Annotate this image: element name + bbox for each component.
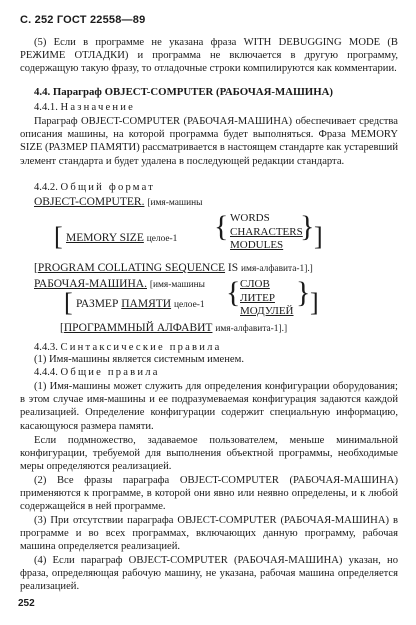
subsection-4-4-1-body: Параграф OBJECT-COMPUTER (РАБОЧАЯ-МАШИНА) обеспечивает средства описания машины, на которой программа будет выполняться. Фраза MEMORY SIZE (РАЗМЕР ПАМЯТИ) рассматривается в настоящем стандарте как устаревший элемент стандарта и будет удалена в последующей редакции стандарта. (20, 116, 398, 167)
format-keyword: ПРОГРАММНЫЙ АЛФАВИТ (63, 322, 213, 334)
bracket-open: [ (64, 288, 73, 317)
subsection-title: Назначение (60, 102, 136, 113)
unit-option: WORDS (230, 212, 270, 224)
format-keyword: MEMORY SIZE (66, 232, 144, 244)
bracket-close: ] (310, 288, 319, 317)
subsection-title: Общие правила (60, 367, 160, 378)
subsection-title: Общий формат (60, 182, 156, 193)
format-keyword: РАБОЧАЯ-МАШИНА. (34, 278, 147, 290)
format-en-memory-line (66, 232, 177, 244)
unit-option: МОДУЛЕЙ (240, 305, 294, 317)
format-keyword: IS (227, 262, 239, 274)
general-rule-4: (4) Если параграф OBJECT-COMPUTER (РАБОЧАЯ-МАШИНА) указан, но фраза, определяющая рабочую машину, не указана, рабочая машина определяется реализацией. (20, 555, 398, 593)
unit-option: СЛОВ (240, 278, 270, 290)
format-operand: [имя-машины (147, 198, 203, 208)
bracket-close: ] (314, 222, 323, 251)
subsection-title: Синтаксические правила (60, 342, 222, 353)
general-rule-1: (1) Имя-машины может служить для определения конфигурации оборудования; в этом случае имя-машины и ее подразумеваемая конфигурация задаются каждой реализацией. Определение конфигурации содержит специальную информацию, касающуюся размера памяти. (20, 381, 398, 432)
syntax-rule-1: (1) Имя-машины является системным именем. (34, 354, 244, 365)
format-keyword: PROGRAM COLLATING SEQUENCE (37, 262, 226, 274)
format-ru-memory-line (76, 298, 205, 310)
running-header: С. 252 ГОСТ 22558—89 (20, 14, 146, 26)
general-rule-2: (2) Все фразы параграфа OBJECT-COMPUTER (РАБОЧАЯ-МАШИНА) применяются к программе, в которой они явно или неявно определены, и к любой содержащейся в ней программе. (20, 475, 398, 513)
format-en-keyword-line (34, 196, 202, 208)
bracket-open: [ (60, 322, 64, 334)
format-operand: целое-1 (146, 234, 178, 244)
subsection-number: 4.4.4. (34, 367, 58, 378)
subsection-number: 4.4.2. (34, 182, 58, 193)
unit-option: CHARACTERS (230, 225, 303, 238)
format-operand: имя-алфавита-1].] (241, 264, 313, 274)
bracket-open: [ (34, 262, 38, 274)
general-rule-3: (3) При отсутствии параграфа OBJECT-COMPUTER (РАБОЧАЯ-МАШИНА) в программе и во всех программах, включающих данную программу, рабочая машина определяется реализацией. (20, 515, 398, 553)
units-stack-ru (240, 278, 294, 319)
units-stack-en (230, 212, 303, 253)
brace-open: { (226, 276, 241, 309)
brace-close: } (300, 210, 315, 243)
subsection-4-4-3-heading (34, 342, 222, 353)
format-ru-keyword-line (34, 278, 205, 290)
format-en-collating-line (34, 262, 313, 274)
subsection-4-4-1-heading (34, 102, 135, 113)
section-4-4-title: 4.4. Параграф OBJECT-COMPUTER (РАБОЧАЯ-МАШИНА) (34, 86, 333, 98)
brace-close: } (296, 276, 311, 309)
format-keyword: ПАМЯТИ (121, 298, 172, 310)
bracket-open: [ (54, 222, 63, 251)
subsection-number: 4.4.1. (34, 102, 58, 113)
brace-open: { (214, 210, 229, 243)
format-operand: [имя-машины (149, 280, 205, 290)
format-operand: целое-1 (173, 300, 205, 310)
format-operand: имя-алфавита-1].] (215, 324, 288, 334)
format-keyword: OBJECT-COMPUTER. (34, 196, 145, 208)
unit-option: MODULES (230, 239, 284, 251)
general-rule-1-continued: Если подмножество, задаваемое пользователем, меньше минимальной конфигурации, требуемой для выполнения объектной программы, необходимые меры определяются реализацией. (20, 435, 398, 473)
subsection-number: 4.4.3. (34, 342, 58, 353)
subsection-4-4-2-heading (34, 182, 155, 193)
format-keyword: РАЗМЕР (76, 298, 119, 310)
rule-5-paragraph: (5) Если в программе не указана фраза WITH DEBUGGING MODE (В РЕЖИМЕ ОТЛАДКИ) и программа не включается в другую программу, содержащую такую фразу, то отладочные строки компилируются как комментарии. (20, 37, 398, 75)
unit-option: ЛИТЕР (240, 291, 275, 304)
subsection-4-4-4-heading (34, 367, 160, 378)
page-number: 252 (18, 598, 35, 609)
format-ru-alphabet-line (60, 322, 287, 334)
